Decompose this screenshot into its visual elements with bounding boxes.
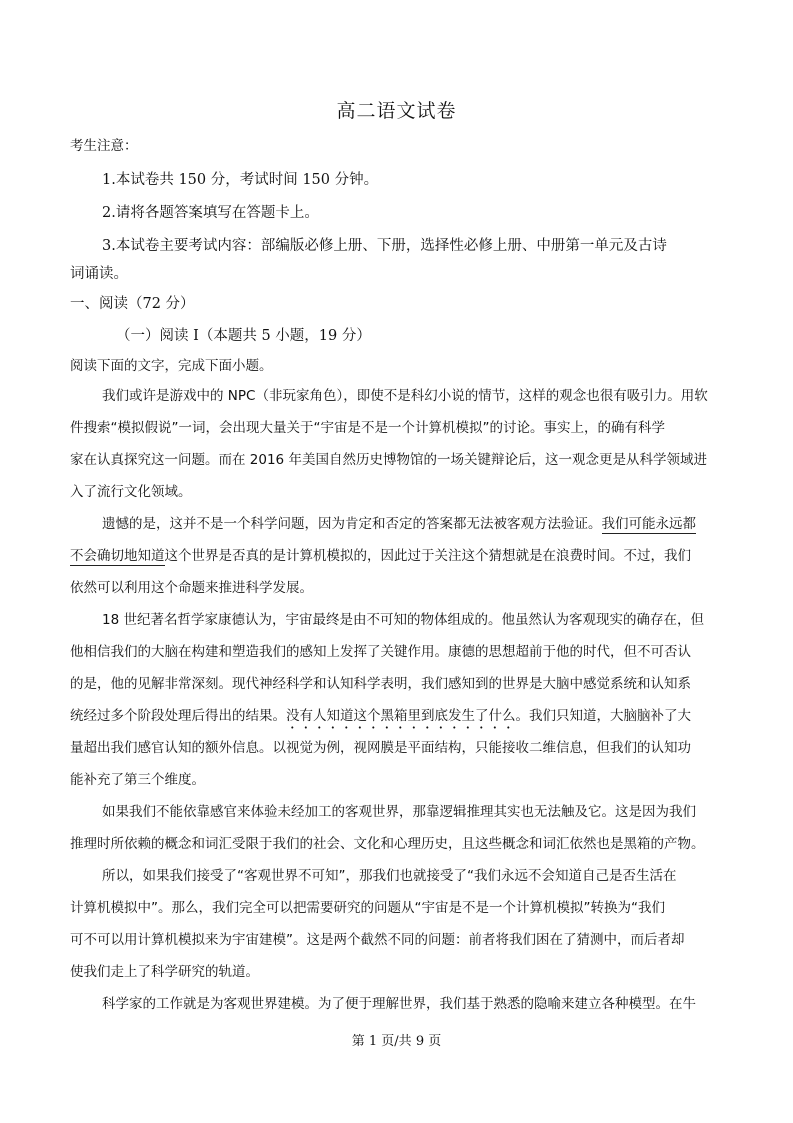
passage-line: 量超出我们感官认知的额外信息。以视觉为例，视网膜是平面结构，只能接收二维信息，但我们的认知功 — [70, 740, 691, 756]
passage-line: 依然可以利用这个命题来推进科学发展。 — [70, 580, 313, 596]
passage-line: 计算机模拟中”。那么，我们完全可以把需要研究的问题从“宇宙是不是一个计算机模拟”转换为“我们 — [70, 900, 665, 916]
passage-line: 所以，如果我们接受了“客观世界不可知”，那我们也就接受了“我们永远不会知道自己是否生活在 — [102, 868, 677, 884]
passage-line — [70, 704, 730, 732]
subsection-heading: （一）阅读 Ⅰ（本题共 5 小题，19 分） — [116, 328, 371, 344]
passage-line — [102, 512, 762, 532]
passage-line: 科学家的工作就是为客观世界建模。为了便于理解世界，我们基于熟悉的隐喻来建立各种模型。在牛 — [102, 996, 696, 1012]
passage-line — [70, 544, 730, 564]
passage-line: 可不可以用计算机模拟来为宇宙建模”。这是两个截然不同的问题：前者将我们困在了猜测中，而后者却 — [70, 932, 685, 948]
passage-line: 我们或许是游戏中的 NPC（非玩家角色），即使不是科幻小说的情节，这样的观念也很有吸引力。用软 — [102, 388, 708, 404]
passage-text: 遗憾的是，这并不是一个科学问题，因为肯定和否定的答案都无法被客观方法验证。 — [102, 516, 602, 532]
passage-line: 能补充了第三个维度。 — [70, 772, 205, 788]
section-heading: 一、阅读（72 分） — [70, 296, 195, 312]
passage-line: 使我们走上了科学研究的轨道。 — [70, 964, 259, 980]
passage-line: 18 世纪著名哲学家康德认为，宇宙最终是由不可知的物体组成的。他虽然认为客观现实的确存在，但 — [102, 612, 704, 628]
passage-line: 的是，他的见解非常深刻。现代神经科学和认知科学表明，我们感知到的世界是大脑中感觉系统和认知系 — [70, 676, 691, 692]
passage-line: 件搜索“模拟假说”一词，会出现大量关于“宇宙是不是一个计算机模拟”的讨论。事实上，的确有科学 — [70, 420, 665, 436]
passage-text: 我们只知道，大脑脑补了大 — [529, 708, 691, 724]
passage-line: 家在认真探究这一问题。而在 2016 年美国自然历史博物馆的一场关键辩论后，这一观念更是从科学领域进 — [70, 452, 707, 468]
underlined-text: 不会确切地知道 — [70, 548, 165, 564]
passage-line: 推理时所依赖的概念和词汇受限于我们的社会、文化和心理历史，且这些概念和词汇依然也是黑箱的产物。 — [70, 836, 705, 852]
notice-item: 1.本试卷共 150 分，考试时间 150 分钟。 — [102, 172, 379, 188]
notice-item: 词诵读。 — [70, 266, 128, 282]
page-title: 高二语文试卷 — [336, 100, 457, 122]
notice-heading: 考生注意： — [70, 138, 138, 154]
page-footer: 第 1 页/共 9 页 — [351, 1034, 442, 1049]
passage-text: 这个世界是否真的是计算机模拟的，因此过于关注这个猜想就是在浪费时间。不过，我们 — [164, 548, 691, 564]
instruction-text: 阅读下面的文字，完成下面小题。 — [70, 358, 273, 374]
emphasized-text: 没有人知道这个黑箱里到底发生了什么。 — [286, 708, 529, 724]
notice-item: 3.本试卷主要考试内容：部编版必修上册、下册，选择性必修上册、中册第一单元及古诗 — [102, 238, 667, 254]
notice-item: 2.请将各题答案填写在答题卡上。 — [102, 205, 319, 221]
underlined-text: 我们可能永远都 — [601, 516, 696, 532]
passage-line: 如果我们不能依靠感官来体验未经加工的客观世界，那靠逻辑推理其实也无法触及它。这是因为我们 — [102, 804, 696, 820]
passage-line: 他相信我们的大脑在构建和塑造我们的感知上发挥了关键作用。康德的思想超前于他的时代，但不可否认 — [70, 644, 691, 660]
passage-text: 统经过多个阶段处理后得出的结果。 — [70, 708, 286, 724]
passage-line: 入了流行文化领域。 — [70, 484, 192, 500]
